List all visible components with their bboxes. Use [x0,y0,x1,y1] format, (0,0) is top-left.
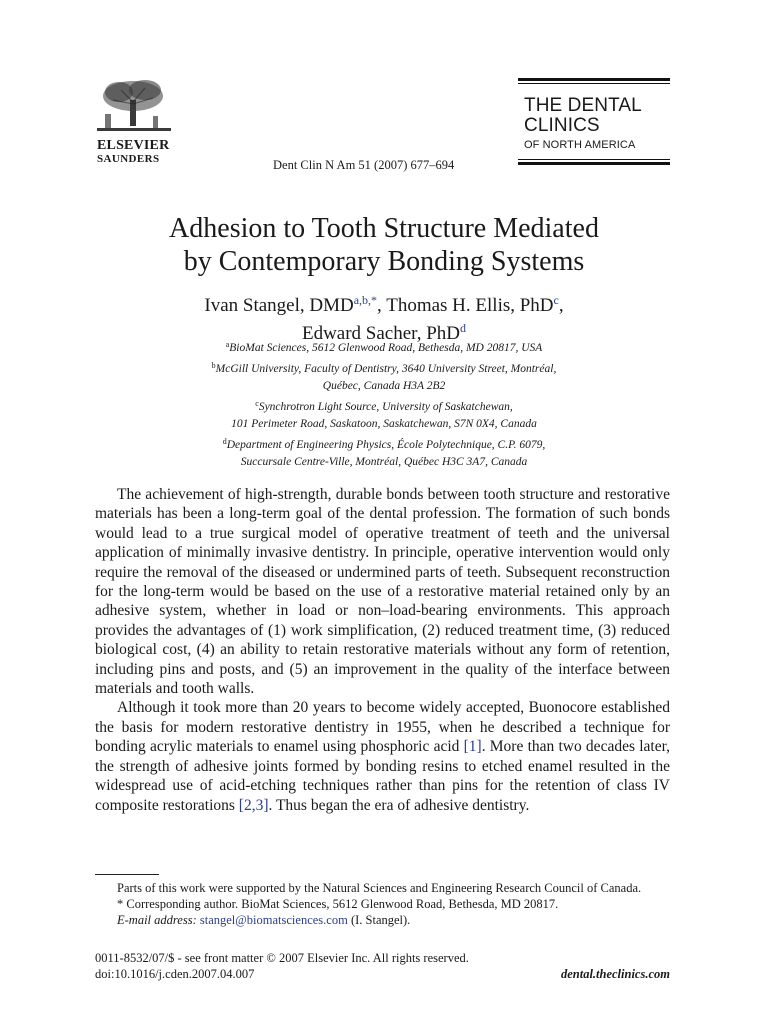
doi-line: doi:10.1016/j.cden.2007.04.007 [95,967,255,981]
author-name: Edward Sacher, PhD [301,323,461,344]
footnote-divider [95,874,159,875]
affiliation-text: 101 Perimeter Road, Saskatoon, Saskatchewan, S7N 0X4, Canada [231,418,537,430]
affiliation-text: Succursale Centre-Ville, Montréal, Québec H3C 3A7, Canada [240,456,528,468]
affiliation-line [84,395,684,416]
corresponding-author-footnote: * Corresponding author. BioMat Sciences, 5612 Glenwood Road, Bethesda, MD 20817. [117,897,559,911]
affiliation-list [84,336,684,471]
affiliation-line [84,454,684,471]
article-title-line1: Adhesion to Tooth Structure Mediated [169,213,599,244]
body-text-run: Although it took more than 20 years to become widely accepted, Buonocore established the basis for modern restorative dentistry in 1955, when he described a technique for bonding acrylic materials to enamel using phosphoric acid [95,699,670,756]
affiliation-text: Synchrotron Light Source, University of Saskatchewan, [258,401,513,413]
journal-rule-top [518,78,670,81]
journal-title [524,96,642,136]
body-paragraph-2 [95,698,670,814]
journal-rule-bottom-thin [518,159,670,160]
citation-link-1[interactable]: [1] [463,738,482,756]
journal-title-line2: CLINICS [524,115,600,136]
author-affiliation-marker[interactable]: c [553,293,559,307]
publisher-name: ELSEVIER [97,138,170,153]
email-attribution: (I. Stangel). [347,913,411,927]
article-title-line2: by Contemporary Bonding Systems [183,246,585,277]
affiliation-text: BioMat Sciences, 5612 Glenwood Road, Bethesda, MD 20817, USA [229,342,543,354]
author-affiliation-marker[interactable]: a,b,* [353,293,378,307]
journal-title-line1: THE DENTAL [524,95,642,116]
affiliation-line [84,336,684,357]
body-text-run: . More than two decades later, the strength of adhesive joints formed by bonding resins to etched enamel resulted in the widespread use of acid-etching techniques rather than pins for the retention of class IV composite restorations [95,738,670,814]
journal-subtitle: OF NORTH AMERICA [524,139,636,151]
affiliation-marker: d [222,437,227,446]
elsevier-tree-icon [93,78,175,136]
author-separator: , [377,295,387,316]
publisher-imprint: SAUNDERS [97,153,160,165]
author-separator: , [558,295,564,316]
journal-rule-bottom [518,162,670,165]
affiliation-marker: a [225,340,230,349]
affiliation-text: Québec, Canada H3A 2B2 [322,380,446,392]
author-name: Thomas H. Ellis, PhD [386,295,554,316]
affiliation-marker: b [211,361,216,370]
body-paragraph-1: The achievement of high-strength, durable bonds between tooth structure and restorative materials has been a long-term goal of the dental profession. The formation of such bonds would lead to a true surgical model of operative treatment of teeth and the universal application of minimally invasive dentistry. In principle, operative intervention would only require the removal of the diseased or undermined parts of teeth. Subsequent reconstruction for the long-term would be based on the use of a restorative material retained only by an adhesive system, whether in load or non–load-bearing environments. This approach provides the advantages of (1) work simplification, (2) reduced treatment time, (3) reduced biological cost, (4) an ability to retain restorative materials without any form of retention, including pins and posts, and (5) an improvement in the quality of the interface between materials and tooth walls. [95,486,670,698]
affiliation-line [84,357,684,378]
affiliation-text: Department of Engineering Physics, École Polytechnique, C.P. 6079, [226,439,546,451]
issn-line: 0011-8532/07/$ - see front matter © 2007 Elsevier Inc. All rights reserved. [95,951,469,965]
affiliation-line [84,378,684,395]
affiliation-marker: c [255,399,259,408]
journal-citation: Dent Clin N Am 51 (2007) 677–694 [273,158,455,172]
email-label: E-mail address: [117,913,197,927]
citation-link-2-3[interactable]: [2,3] [238,796,269,814]
email-link[interactable]: stangel@biomatsciences.com [199,913,348,927]
author-name: Ivan Stangel, DMD [204,295,354,316]
affiliation-line [84,433,684,454]
email-footnote [95,912,670,928]
affiliation-line [84,416,684,433]
journal-website-link[interactable]: dental.theclinics.com [560,967,670,981]
journal-rule-top-thin [518,83,670,84]
author-affiliation-marker[interactable]: d [460,321,467,335]
funding-footnote: Parts of this work were supported by the Natural Sciences and Engineering Research Council of Canada. [117,881,642,895]
footnotes [95,880,670,928]
body-text [95,485,670,815]
publisher-logo [93,78,175,136]
body-text-run: . Thus began the era of adhesive dentistry. [268,796,530,814]
article-title [84,212,684,278]
page-bottom-info [95,950,670,982]
affiliation-text: McGill University, Faculty of Dentistry, 3640 University Street, Montréal, [215,363,557,375]
